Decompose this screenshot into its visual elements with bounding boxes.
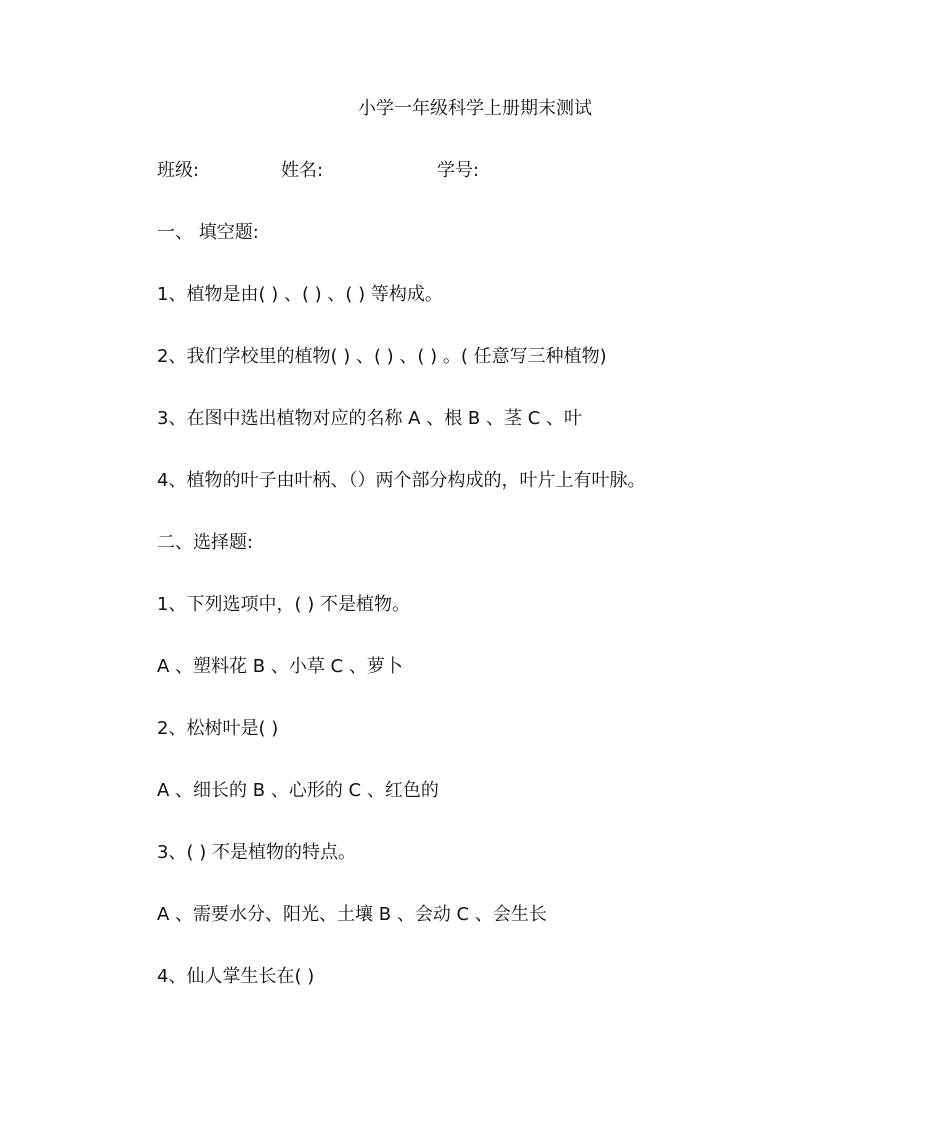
page-title: 小学一年级科学上册期末测试 (358, 98, 592, 119)
answer-options-line: A 、塑料花 B 、小草 C 、萝卜 (157, 656, 403, 677)
question-line: 3、( ) 不是植物的特点。 (157, 842, 356, 863)
question-line: 1、植物是由( ) 、( ) 、( ) 等构成。 (157, 284, 443, 305)
section-heading-fill-blank: 一、 填空题: (157, 222, 259, 243)
question-line: 1、下列选项中，( ) 不是植物。 (157, 594, 410, 615)
question-line: 2、松树叶是( ) (157, 718, 279, 739)
class-label: 班级: (157, 160, 200, 181)
answer-options-line: A 、细长的 B 、心形的 C 、红色的 (157, 780, 439, 801)
section-heading-multiple-choice: 二、选择题: (157, 532, 254, 553)
question-line: 4、植物的叶子由叶柄、（）两个部分构成的，叶片上有叶脉。 (157, 470, 646, 491)
question-line: 4、仙人掌生长在( ) (157, 966, 315, 987)
answer-options-line: A 、需要水分、阳光、土壤 B 、会动 C 、会生长 (157, 904, 547, 925)
name-label: 姓名: (281, 160, 324, 181)
student-info-row (0, 159, 950, 183)
question-line: 3、在图中选出植物对应的名称 A 、根 B 、茎 C 、叶 (157, 408, 583, 429)
student-number-label: 学号: (437, 160, 480, 181)
question-line: 2、我们学校里的植物( ) 、( ) 、( ) 。( 任意写三种植物) (157, 346, 607, 367)
